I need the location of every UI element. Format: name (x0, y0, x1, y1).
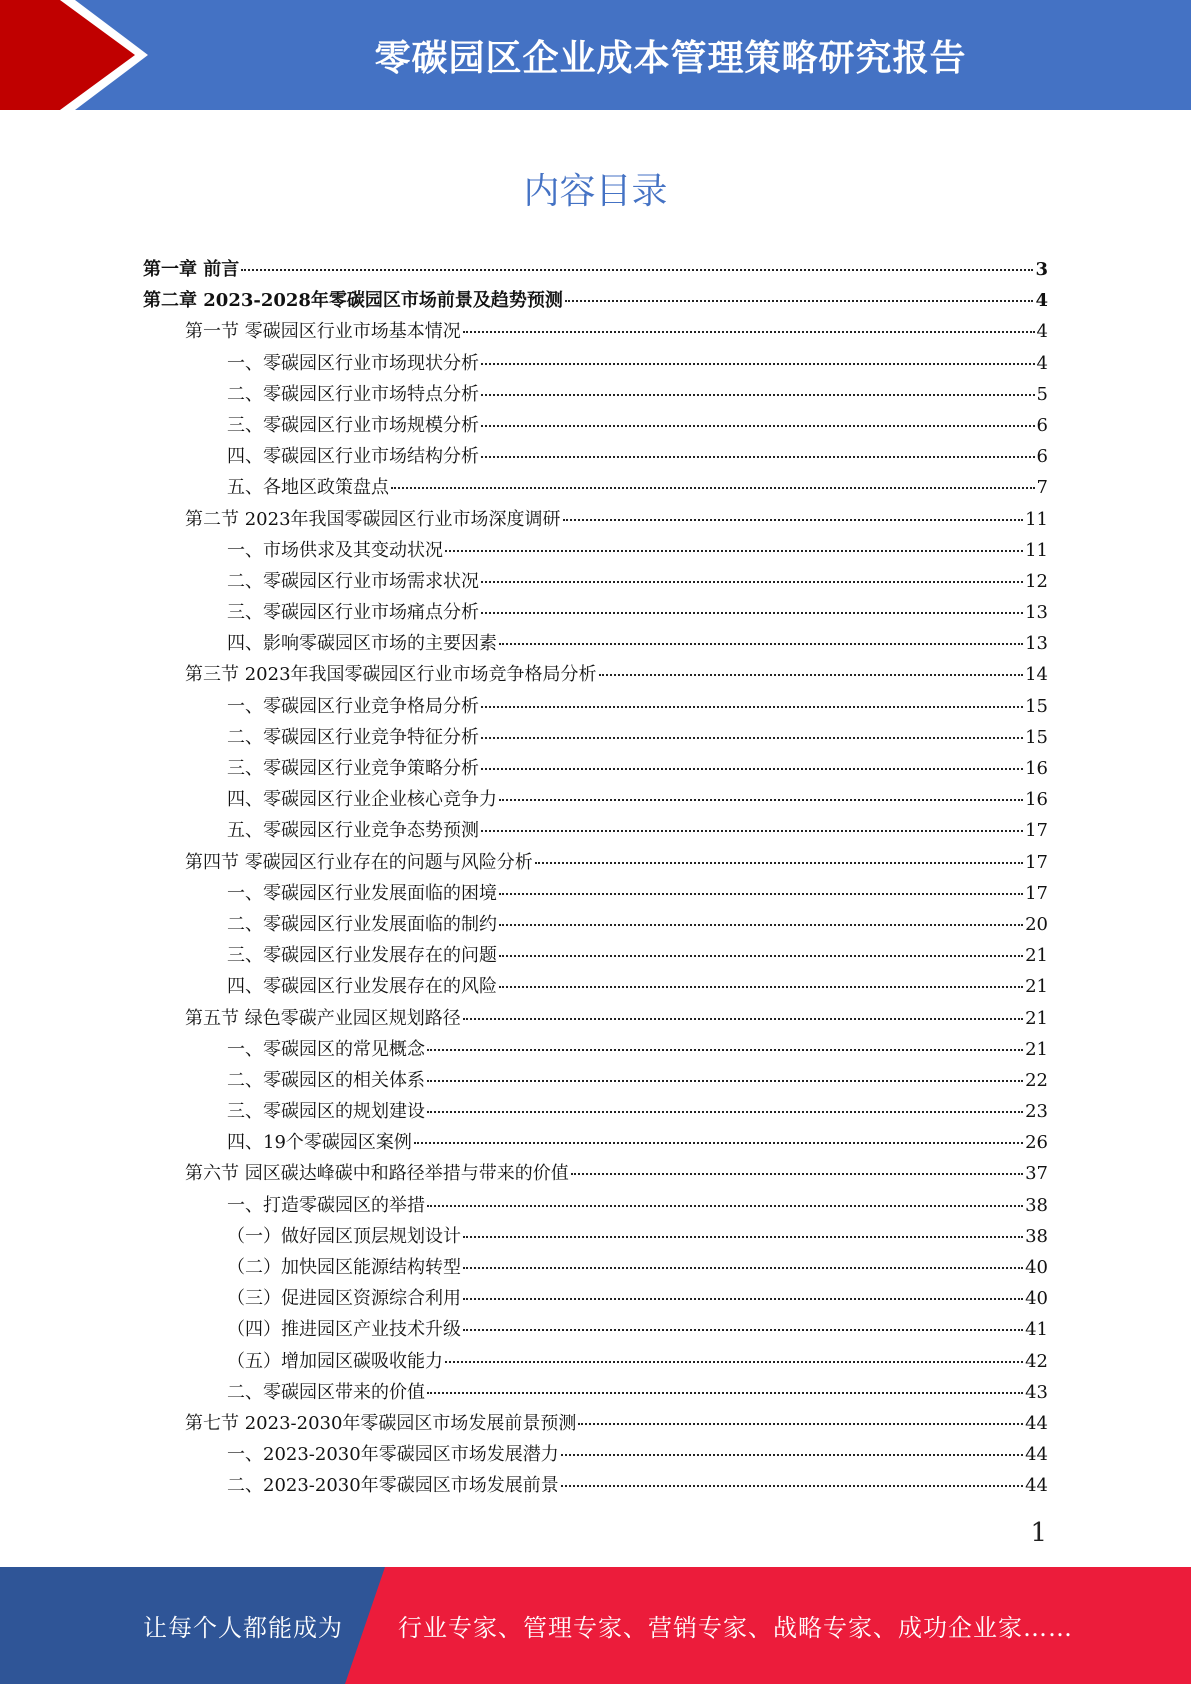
toc-entry-label: 二、零碳园区带来的价值 (227, 1381, 425, 1403)
toc-dot-leader (499, 924, 1023, 926)
toc-entry-label: 四、零碳园区行业发展存在的风险 (227, 976, 497, 998)
toc-entry-label: 二、2023-2030年零碳园区市场发展前景 (227, 1475, 559, 1497)
toc-entry-label: 三、零碳园区的规划建设 (227, 1101, 425, 1123)
toc-dot-leader (481, 363, 1035, 365)
toc-entry[interactable] (143, 598, 1048, 629)
toc-dot-leader (463, 1329, 1023, 1331)
toc-dot-leader (561, 1454, 1023, 1456)
red-chevron-shape (0, 0, 148, 110)
toc-entry-page: 40 (1025, 1257, 1048, 1278)
toc-entry-label: 一、零碳园区行业竞争格局分析 (227, 695, 479, 717)
toc-entry[interactable] (143, 1284, 1048, 1315)
toc-entry-page: 21 (1025, 1007, 1048, 1029)
toc-entry[interactable] (143, 629, 1048, 660)
toc-dot-leader (414, 1142, 1023, 1144)
toc-entry-page: 16 (1025, 789, 1048, 811)
footer-banner (0, 1567, 1191, 1684)
toc-entry-page: 4 (1036, 321, 1048, 343)
toc-dot-leader (561, 1485, 1023, 1487)
toc-entry-page: 15 (1025, 726, 1048, 748)
toc-entry-label: （三）促进园区资源综合利用 (227, 1288, 461, 1310)
toc-entry-page: 21 (1025, 945, 1048, 967)
toc-dot-leader (427, 1205, 1023, 1207)
toc-dot-leader (481, 737, 1023, 739)
toc-entry-page: 17 (1025, 820, 1048, 842)
toc-entry[interactable] (143, 1315, 1048, 1346)
report-title: 零碳园区企业成本管理策略研究报告 (374, 37, 967, 79)
toc-entry-label: 三、零碳园区行业市场痛点分析 (227, 602, 479, 624)
toc-entry[interactable] (143, 286, 1048, 317)
toc-entry[interactable] (143, 1128, 1048, 1159)
toc-entry-label: 一、零碳园区的常见概念 (227, 1038, 425, 1060)
toc-entry[interactable] (143, 1222, 1048, 1253)
toc-entry-page: 11 (1025, 539, 1048, 561)
toc-entry-label: 一、2023-2030年零碳园区市场发展潜力 (227, 1444, 559, 1466)
toc-entry[interactable] (143, 473, 1048, 504)
toc-dot-leader (391, 487, 1035, 489)
toc-dot-leader (445, 550, 1023, 552)
toc-dot-leader (463, 1298, 1023, 1300)
toc-entry-label: 第一节 零碳园区行业市场基本情况 (185, 321, 461, 343)
toc-entry-page: 42 (1025, 1350, 1048, 1372)
toc-entry-label: （五）增加园区碳吸收能力 (227, 1350, 443, 1372)
toc-entry-page: 23 (1025, 1101, 1048, 1123)
toc-entry-page: 17 (1025, 851, 1048, 873)
toc-entry[interactable] (143, 692, 1048, 723)
toc-entry-page: 4 (1035, 290, 1048, 312)
toc-entry-page: 21 (1025, 976, 1048, 998)
toc-entry[interactable] (143, 1004, 1048, 1035)
toc-heading: 内容目录 (523, 171, 668, 212)
toc-entry-label: 五、零碳园区行业竞争态势预测 (227, 820, 479, 842)
toc-entry-page: 40 (1025, 1288, 1048, 1310)
toc-entry[interactable] (143, 1097, 1048, 1128)
toc-entry-label: 第五节 绿色零碳产业园区规划路径 (185, 1007, 461, 1029)
toc-entry-label: 第二章 2023-2028年零碳园区市场前景及趋势预测 (143, 290, 563, 312)
toc-entry-label: 一、打造零碳园区的举措 (227, 1194, 425, 1216)
toc-entry-page: 26 (1025, 1132, 1048, 1154)
toc-entry-label: 第六节 园区碳达峰碳中和路径举措与带来的价值 (185, 1163, 569, 1185)
toc-entry-page: 12 (1025, 570, 1048, 592)
toc-entry[interactable] (143, 754, 1048, 785)
toc-dot-leader (445, 1361, 1023, 1363)
table-of-contents (143, 255, 1048, 1503)
toc-entry[interactable] (143, 536, 1048, 567)
toc-entry[interactable] (143, 1347, 1048, 1378)
toc-entry[interactable] (143, 255, 1048, 286)
toc-entry-label: 四、19个零碳园区案例 (227, 1132, 412, 1154)
toc-dot-leader (481, 425, 1035, 427)
toc-entry-label: 二、零碳园区的相关体系 (227, 1069, 425, 1091)
toc-entry-label: （四）推进园区产业技术升级 (227, 1319, 461, 1341)
toc-entry[interactable] (143, 941, 1048, 972)
toc-entry[interactable] (143, 1159, 1048, 1190)
toc-dot-leader (463, 1018, 1023, 1020)
toc-entry-page: 22 (1025, 1069, 1048, 1091)
toc-entry-page: 20 (1025, 913, 1048, 935)
toc-dot-leader (481, 768, 1023, 770)
toc-dot-leader (481, 394, 1035, 396)
toc-dot-leader (499, 986, 1023, 988)
toc-entry-label: 五、各地区政策盘点 (227, 477, 389, 499)
toc-dot-leader (481, 612, 1023, 614)
toc-entry[interactable] (143, 1253, 1048, 1284)
toc-entry-page: 44 (1025, 1475, 1048, 1497)
page-number: 1 (1030, 1518, 1047, 1548)
toc-entry-page: 13 (1025, 602, 1048, 624)
toc-entry-label: 四、零碳园区行业企业核心竞争力 (227, 789, 497, 811)
toc-entry-label: 第一章 前言 (143, 259, 240, 280)
toc-dot-leader (481, 830, 1023, 832)
toc-entry-label: 二、零碳园区行业发展面临的制约 (227, 913, 497, 935)
toc-entry[interactable] (143, 1066, 1048, 1097)
toc-entry[interactable] (143, 816, 1048, 847)
toc-dot-leader (563, 519, 1024, 521)
toc-entry[interactable] (143, 349, 1048, 380)
toc-entry[interactable] (143, 317, 1048, 348)
toc-entry-label: 一、零碳园区行业发展面临的困境 (227, 882, 497, 904)
toc-entry[interactable] (143, 567, 1048, 598)
toc-dot-leader (499, 643, 1023, 645)
toc-dot-leader (599, 674, 1024, 676)
toc-entry-label: 二、零碳园区行业竞争特征分析 (227, 726, 479, 748)
toc-dot-leader (427, 1392, 1023, 1394)
toc-dot-leader (463, 331, 1035, 333)
toc-entry-page: 44 (1025, 1412, 1048, 1434)
toc-dot-leader (241, 269, 1033, 271)
toc-entry-page: 6 (1036, 446, 1048, 468)
toc-entry-page: 14 (1025, 664, 1048, 686)
toc-entry-page: 7 (1036, 477, 1048, 499)
toc-entry-label: （一）做好园区顶层规划设计 (227, 1225, 461, 1247)
toc-entry[interactable] (143, 1035, 1048, 1066)
toc-dot-leader (481, 456, 1035, 458)
toc-entry[interactable] (143, 505, 1048, 536)
header-banner (0, 0, 1191, 110)
toc-dot-leader (481, 581, 1023, 583)
toc-entry-page: 43 (1025, 1381, 1048, 1403)
toc-entry-label: 第七节 2023-2030年零碳园区市场发展前景预测 (185, 1412, 577, 1434)
toc-entry-page: 15 (1025, 695, 1048, 717)
toc-dot-leader (463, 1236, 1023, 1238)
toc-entry-page: 17 (1025, 882, 1048, 904)
toc-entry-label: 四、影响零碳园区市场的主要因素 (227, 633, 497, 655)
toc-entry[interactable] (143, 1191, 1048, 1222)
toc-entry[interactable] (143, 1409, 1048, 1440)
toc-dot-leader (463, 1267, 1023, 1269)
toc-entry-label: 一、零碳园区行业市场现状分析 (227, 352, 479, 374)
toc-entry-label: 三、零碳园区行业竞争策略分析 (227, 758, 479, 779)
toc-entry-page: 5 (1036, 383, 1048, 405)
toc-entry-page: 11 (1025, 508, 1048, 530)
toc-entry-page: 37 (1025, 1163, 1048, 1185)
toc-entry-page: 44 (1025, 1444, 1048, 1466)
toc-entry[interactable] (143, 1440, 1048, 1471)
toc-entry[interactable] (143, 1471, 1048, 1502)
toc-entry[interactable] (143, 411, 1048, 442)
toc-entry-label: 一、市场供求及其变动状况 (227, 539, 443, 561)
toc-dot-leader (578, 1423, 1023, 1425)
toc-entry[interactable] (143, 910, 1048, 941)
toc-entry-page: 41 (1025, 1319, 1048, 1341)
toc-dot-leader (571, 1173, 1023, 1175)
toc-entry-label: 第四节 零碳园区行业存在的问题与风险分析 (185, 851, 533, 873)
toc-entry-label: 二、零碳园区行业市场特点分析 (227, 383, 479, 405)
toc-dot-leader (565, 300, 1034, 302)
toc-entry[interactable] (143, 1378, 1048, 1409)
footer-slogan-right: 行业专家、管理专家、营销专家、战略专家、成功企业家…… (398, 1614, 1073, 1642)
toc-dot-leader (499, 893, 1023, 895)
toc-dot-leader (427, 1111, 1023, 1113)
toc-entry[interactable] (143, 380, 1048, 411)
footer-slogan-left: 让每个人都能成为 (143, 1614, 343, 1642)
toc-entry-page: 38 (1025, 1194, 1048, 1216)
toc-entry-page: 6 (1036, 414, 1048, 436)
toc-entry-page: 13 (1025, 633, 1048, 655)
toc-entry[interactable] (143, 785, 1048, 816)
toc-entry[interactable] (143, 972, 1048, 1003)
toc-entry-label: 四、零碳园区行业市场结构分析 (227, 446, 479, 468)
toc-entry[interactable] (143, 879, 1048, 910)
toc-dot-leader (499, 955, 1023, 957)
toc-entry-label: 二、零碳园区行业市场需求状况 (227, 570, 479, 592)
toc-entry-page: 3 (1035, 259, 1048, 280)
toc-entry-label: 第三节 2023年我国零碳园区行业市场竞争格局分析 (185, 664, 597, 686)
toc-entry-label: 三、零碳园区行业发展存在的问题 (227, 945, 497, 967)
toc-entry-label: 第二节 2023年我国零碳园区行业市场深度调研 (185, 508, 561, 530)
toc-entry-page: 38 (1025, 1225, 1048, 1247)
toc-entry-page: 16 (1025, 758, 1048, 779)
toc-dot-leader (535, 862, 1023, 864)
toc-entry-label: （二）加快园区能源结构转型 (227, 1257, 461, 1278)
toc-dot-leader (481, 706, 1023, 708)
toc-dot-leader (427, 1049, 1023, 1051)
toc-entry-page: 21 (1025, 1038, 1048, 1060)
toc-entry-label: 三、零碳园区行业市场规模分析 (227, 414, 479, 436)
toc-entry[interactable] (143, 660, 1048, 691)
toc-dot-leader (427, 1080, 1023, 1082)
toc-entry[interactable] (143, 442, 1048, 473)
toc-entry[interactable] (143, 848, 1048, 879)
toc-entry[interactable] (143, 723, 1048, 754)
toc-entry-page: 4 (1036, 352, 1048, 374)
toc-dot-leader (499, 799, 1023, 801)
